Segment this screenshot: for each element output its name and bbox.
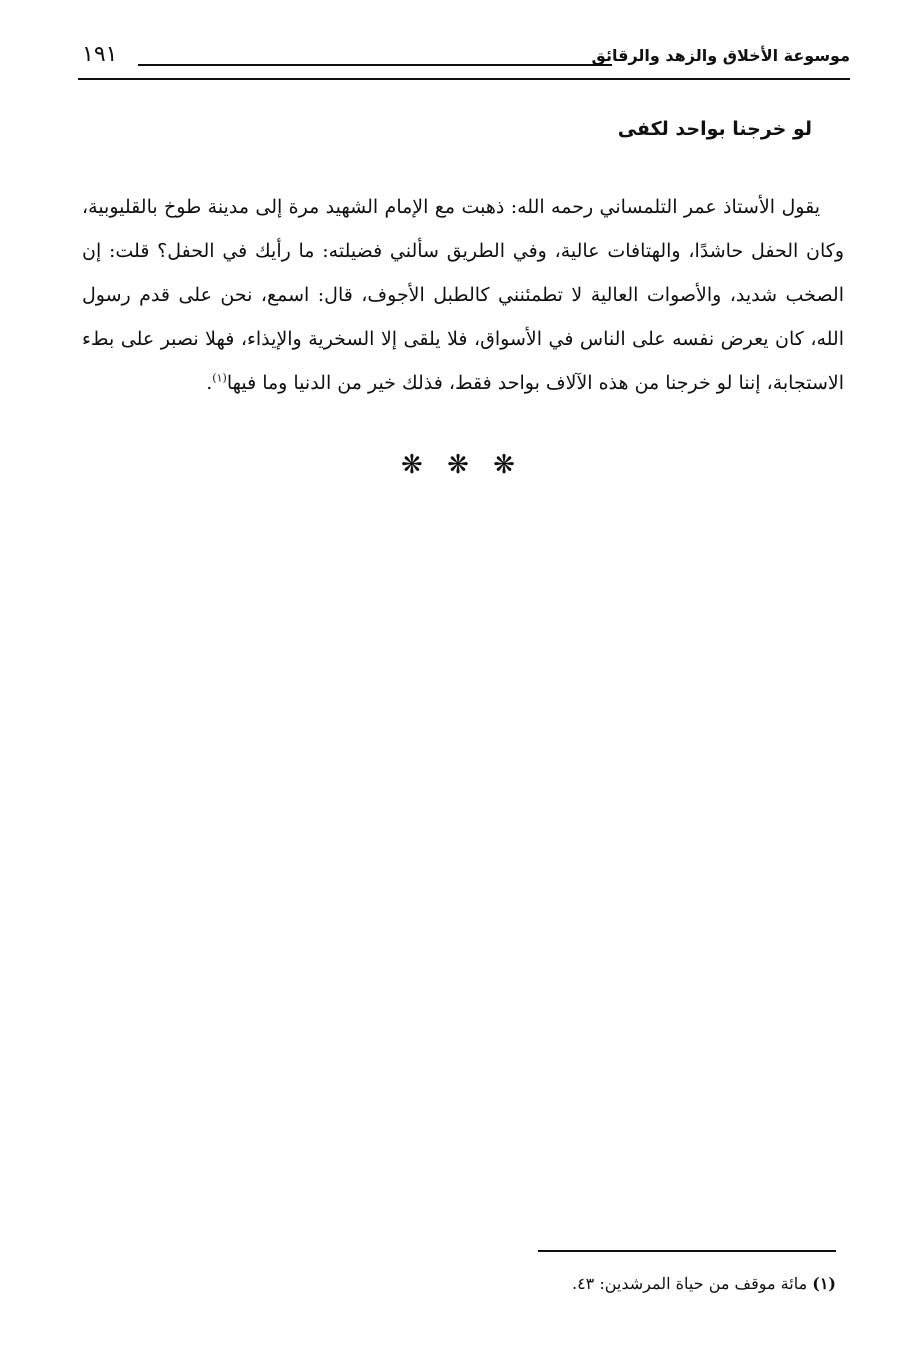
- book-title: موسوعة الأخلاق والزهد والرقائق: [591, 46, 850, 65]
- section-title: لو خرجنا بواحد لكفى: [617, 118, 812, 140]
- footnote-reference[interactable]: (١): [212, 371, 227, 385]
- paragraph-text: يقول الأستاذ عمر التلمساني رحمه الله: ذهبت مع الإمام الشهيد مرة إلى مدينة طوخ بالقليوبية، وكان الحفل حاشدًا، والهتافات عالية، وفي الطريق سألني فضيلته: ما رأيك في الحفل؟ قلت: إن الصخب شديد، والأصوات العالية لا تطمئنني كالطبل الأجوف، قال: اسمع، نحن على قدم رسول الله، كان يعرض نفسه على الناس في الأسواق، فلا يلقى إلا السخرية والإيذاء، فهلا نصبر على بطء الاستجابة، إننا لو خرجنا من هذه الآلاف بواحد فقط، فذلك خير من الدنيا وما فيها: [82, 196, 844, 394]
- header-rule: [78, 78, 850, 80]
- footnote-marker: (١): [812, 1274, 836, 1293]
- paragraph-end: .: [206, 372, 213, 394]
- footnote: [572, 1274, 836, 1293]
- body-paragraph: [82, 185, 844, 405]
- header-divider: [138, 64, 612, 66]
- footnote-rule: [538, 1250, 836, 1252]
- footnote-text: مائة موقف من حياة المرشدين: ٤٣.: [571, 1274, 808, 1293]
- page-number: ١٩١: [82, 42, 118, 67]
- running-header: [78, 36, 850, 80]
- section-separator: ❋ ❋ ❋: [401, 450, 523, 480]
